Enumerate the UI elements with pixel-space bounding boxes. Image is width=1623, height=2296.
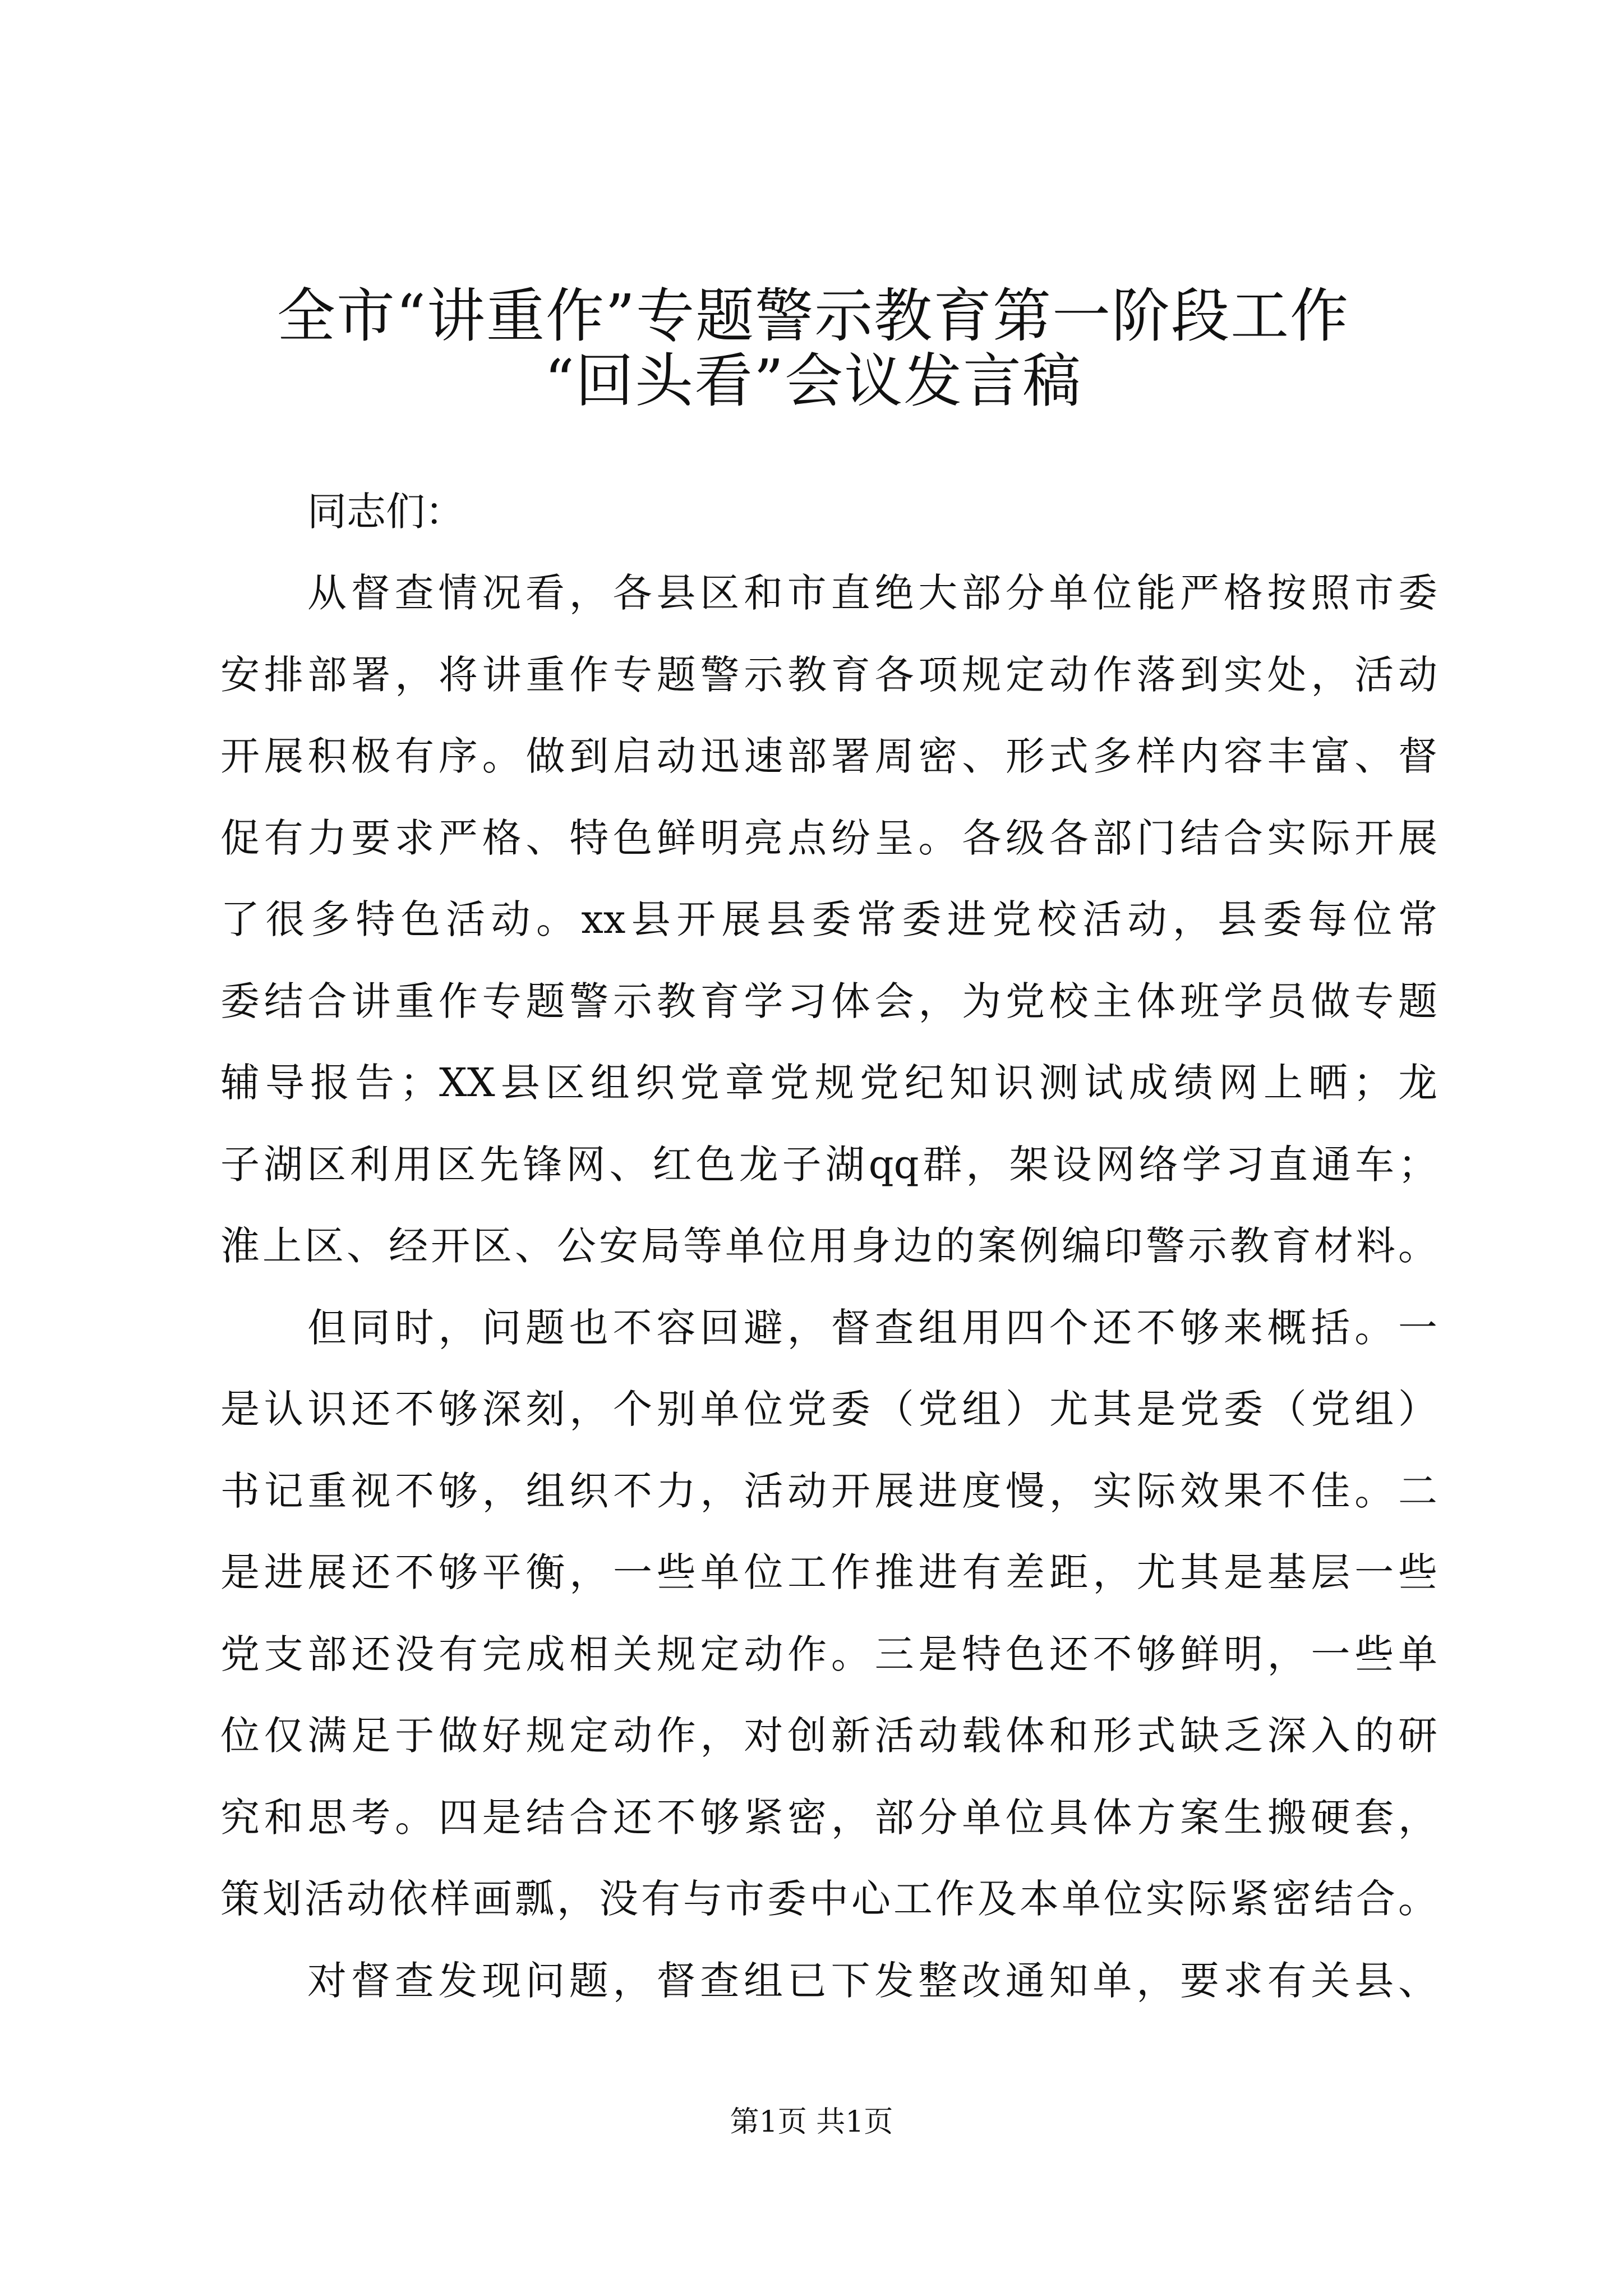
document-body bbox=[220, 471, 1437, 2022]
paragraph-line: 了很多特色活动。xx县开展县委常委进党校活动，县委每位常 bbox=[220, 896, 1437, 942]
paragraph-line: 策划活动依样画瓢，没有与市委中心工作及本单位实际紧密结合。 bbox=[220, 1876, 1437, 1922]
paragraph-line: 是认识还不够深刻，个别单位党委（党组）尤其是党委（党组） bbox=[220, 1386, 1437, 1432]
paragraph-line: 是进展还不够平衡，一些单位工作推进有差距，尤其是基层一些 bbox=[220, 1549, 1437, 1595]
paragraph-line: 对督查发现问题，督查组已下发整改通知单，要求有关县、 bbox=[307, 1957, 1437, 2004]
paragraph-1 bbox=[220, 553, 1437, 1287]
document-title bbox=[213, 283, 1413, 414]
paragraph-line: 安排部署，将讲重作专题警示教育各项规定动作落到实处，活动 bbox=[220, 651, 1437, 698]
paragraph-line: 书记重视不够，组织不力，活动开展进度慢，实际效果不佳。二 bbox=[220, 1467, 1437, 1514]
paragraph-line: 淮上区、经开区、公安局等单位用身边的案例编印警示教育材料。 bbox=[220, 1223, 1437, 1269]
page-footer: 第1页 共1页 bbox=[730, 2105, 893, 2139]
paragraph-line: 党支部还没有完成相关规定动作。三是特色还不够鲜明，一些单 bbox=[220, 1631, 1437, 1677]
paragraph-line: 但同时，问题也不容回避，督查组用四个还不够来概括。一 bbox=[307, 1304, 1437, 1351]
title-line-2: “回头看”会议发言稿 bbox=[544, 347, 1082, 416]
paragraph-line: 促有力要求严格、特色鲜明亮点纷呈。各级各部门结合实际开展 bbox=[220, 815, 1437, 861]
paragraph-line: 辅导报告；XX县区组织党章党规党纪知识测试成绩网上晒；龙 bbox=[220, 1060, 1437, 1106]
paragraph-line: 究和思考。四是结合还不够紧密，部分单位具体方案生搬硬套， bbox=[220, 1794, 1437, 1841]
paragraph-line: 子湖区利用区先锋网、红色龙子湖qq群，架设网络学习直通车； bbox=[220, 1141, 1437, 1188]
paragraph-line: 从督查情况看，各县区和市直绝大部分单位能严格按照市委 bbox=[307, 570, 1437, 616]
title-line-1: 全市“讲重作”专题警示教育第一阶段工作 bbox=[276, 282, 1350, 350]
paragraph-3 bbox=[220, 1940, 1437, 2022]
salutation: 同志们： bbox=[307, 489, 464, 535]
paragraph-2 bbox=[220, 1287, 1437, 1940]
paragraph-line: 位仅满足于做好规定动作，对创新活动载体和形式缺乏深入的研 bbox=[220, 1713, 1437, 1759]
paragraph-line: 委结合讲重作专题警示教育学习体会，为党校主体班学员做专题 bbox=[220, 978, 1437, 1024]
paragraph-line: 开展积极有序。做到启动迅速部署周密、形式多样内容丰富、督 bbox=[220, 733, 1437, 779]
